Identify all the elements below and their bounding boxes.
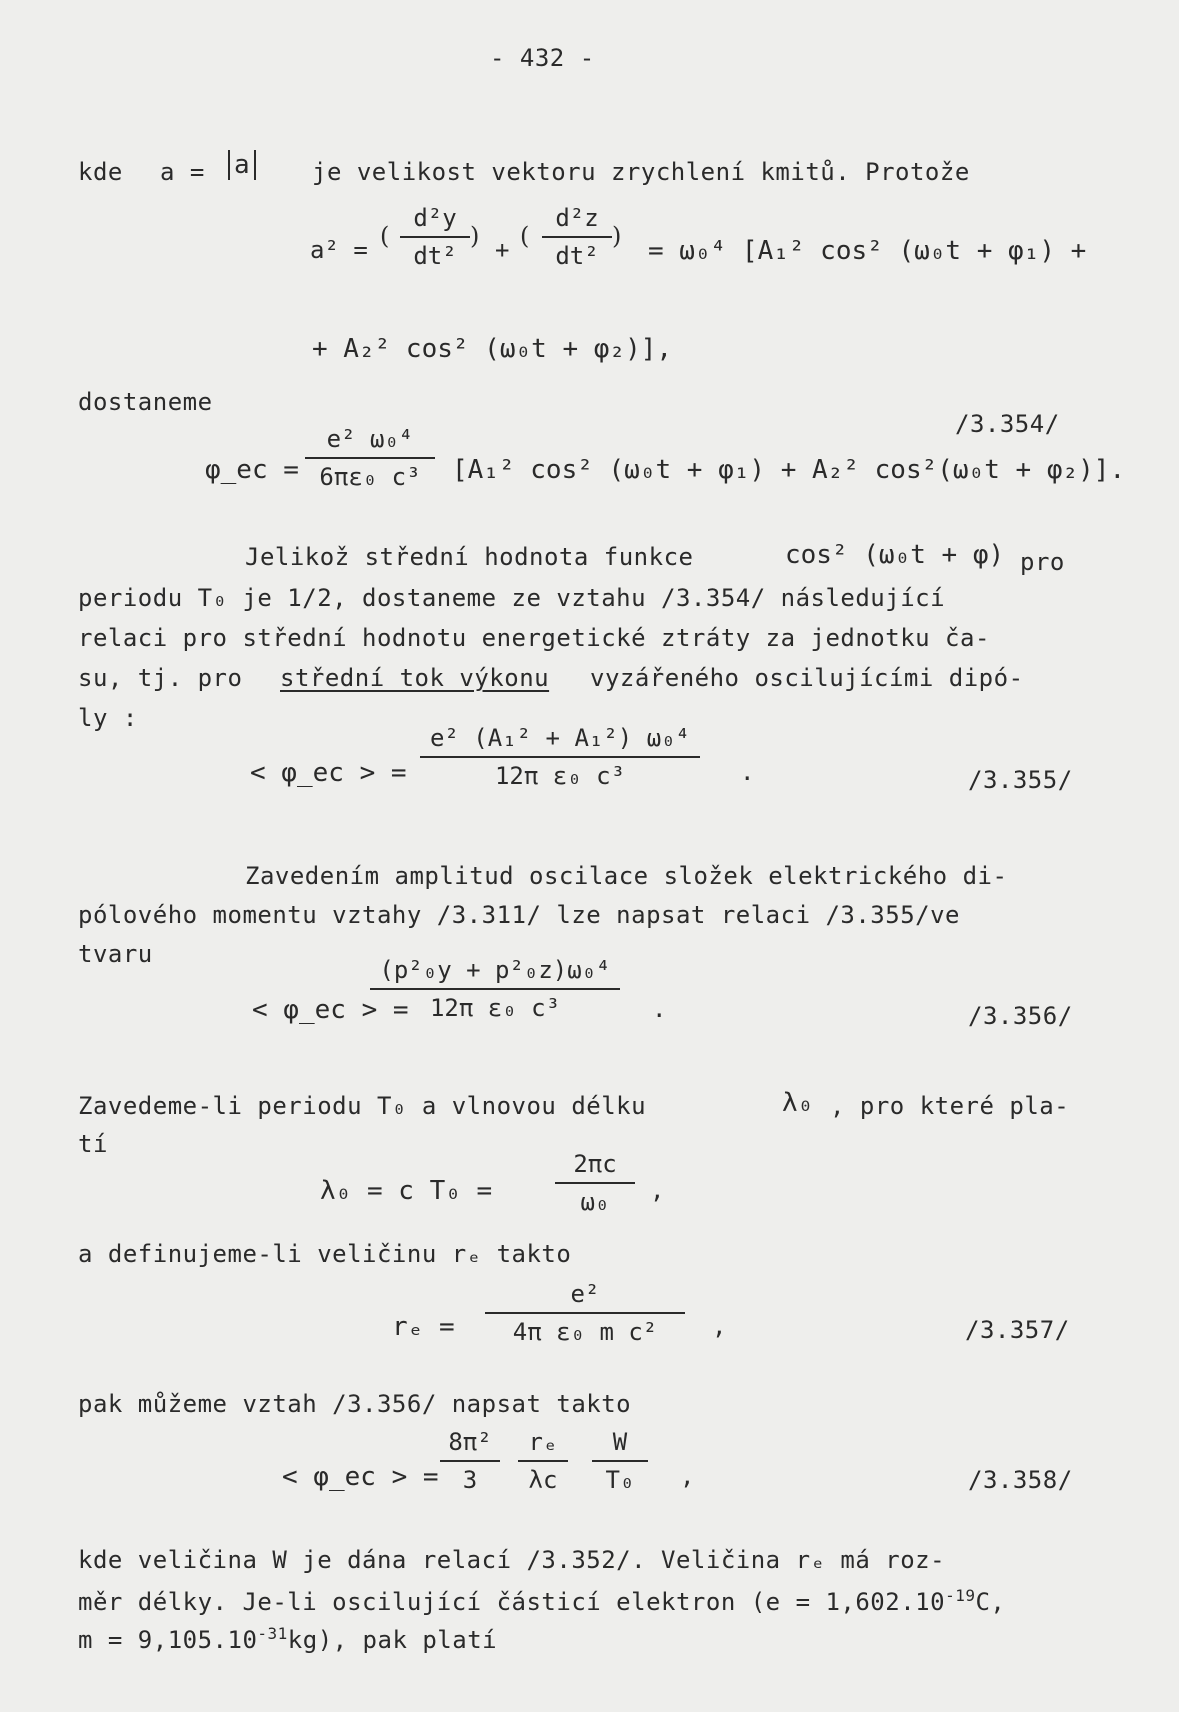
plus-sign: +	[495, 236, 510, 264]
eq-lambda-lhs: λ₀ = c T₀ =	[320, 1176, 493, 1206]
eq-a2-rhs: = ω₀⁴ [A₁² cos² (ω₀t + φ₁) +	[648, 236, 1087, 266]
eq-3354-rhs: [A₁² cos² (ω₀t + φ₁) + A₂² cos²(ω₀t + φ₂)].	[452, 455, 1126, 485]
para1-line1: Jelikož střední hodnota funkce	[245, 543, 694, 571]
para3-line2: tí	[78, 1130, 108, 1158]
cos-expression: cos² (ω₀t + φ)	[785, 540, 1005, 570]
eq-3355-lhs: < φ_ec > =	[250, 758, 407, 788]
fraction-2pic-omega: 2πc ω₀	[555, 1150, 635, 1216]
eq-3355-dot: .	[740, 758, 755, 786]
eq-3358-lhs: < φ_ec > =	[282, 1462, 439, 1492]
eq-3357-end: ,	[712, 1312, 727, 1340]
fraction-3358-c: W T₀	[592, 1428, 648, 1494]
para4-line: a definujeme-li veličinu rₑ takto	[78, 1240, 572, 1268]
para1-line3: relaci pro střední hodnotu energetické ztráty za jednotku ča-	[78, 624, 990, 652]
paren-open-1: (	[380, 222, 390, 250]
eq-3356-dot: .	[652, 995, 667, 1023]
fraction-d2z-dt2: d²z dt²	[542, 204, 612, 270]
text-kde: kde	[78, 158, 123, 186]
eq-label-3357: /3.357/	[965, 1316, 1070, 1344]
eq-3354-lhs: φ_ec =	[205, 455, 299, 485]
paren-open-2: (	[520, 222, 530, 250]
eq-3358-end: ,	[680, 1462, 695, 1490]
fraction-3358-a: 8π² 3	[440, 1428, 500, 1494]
para1-line2: periodu T₀ je 1/2, dostaneme ze vztahu /3.354/ následující	[78, 584, 946, 612]
fraction-3358-b: rₑ λc	[518, 1428, 568, 1494]
para1-line4c: vyzářeného oscilujícími dipó-	[590, 664, 1024, 692]
para3-line1b: , pro které pla-	[830, 1092, 1070, 1120]
lambda-symbol: λ₀	[782, 1088, 814, 1118]
para6-line3: $m = 9,105.10^{-31}kg$), pak platí	[78, 1624, 498, 1654]
para1-line1-end: pro	[1020, 548, 1065, 576]
eq-a2-lhs: a² =	[310, 236, 368, 264]
eq-label-3355: /3.355/	[968, 766, 1073, 794]
fraction-3357: e² 4π ε₀ m c²	[485, 1280, 685, 1346]
paren-close-2: )	[612, 222, 622, 250]
text-a-equals: a =	[160, 158, 205, 186]
fraction-3356: (p²₀y + p²₀z)ω₀⁴ 12π ε₀ c³	[370, 956, 620, 1022]
para6-line1: kde veličina W je dána relací /3.352/. Veličina rₑ má roz-	[78, 1546, 946, 1574]
text-velikost: je velikost vektoru zrychlení kmitů. Protože	[312, 158, 970, 186]
para6-line2: měr délky. Je-li oscilující částicí elektron ($e = 1,602.10^{-19}C$,	[78, 1586, 1006, 1616]
para2-line3: tvaru	[78, 940, 153, 968]
page-number: - 432 -	[490, 44, 595, 72]
para1-line4a: su, tj. pro	[78, 664, 243, 692]
eq-a2-continuation: + A₂² cos² (ω₀t + φ₂)],	[312, 334, 673, 364]
vector-a-magnitude: a	[228, 150, 256, 180]
para5-line: pak můžeme vztah /3.356/ napsat takto	[78, 1390, 632, 1418]
eq-label-3356: /3.356/	[968, 1002, 1073, 1030]
fraction-3355: e² (A₁² + A₁²) ω₀⁴ 12π ε₀ c³	[420, 724, 700, 790]
text-dostaneme: dostaneme	[78, 388, 213, 416]
paren-close-1: )	[470, 222, 480, 250]
eq-label-3354: /3.354/	[955, 410, 1060, 438]
para2-line1: Zavedením amplitud oscilace složek elektrického di-	[245, 862, 1008, 890]
eq-3356-lhs: < φ_ec > =	[252, 995, 409, 1025]
para2-line2: pólového momentu vztahy /3.311/ lze napsat relaci /3.355/ve	[78, 901, 961, 929]
eq-3357-lhs: rₑ =	[392, 1312, 455, 1342]
eq-lambda-end: ,	[650, 1176, 665, 1204]
para1-line5: ly :	[78, 704, 138, 732]
fraction-3354: e² ω₀⁴ 6πε₀ c³	[305, 425, 435, 491]
para1-line4-underlined: střední tok výkonu	[280, 664, 550, 692]
fraction-d2y-dt2: d²y dt²	[400, 204, 470, 270]
para3-line1a: Zavedeme-li periodu T₀ a vlnovou délku	[78, 1092, 647, 1120]
eq-label-3358: /3.358/	[968, 1466, 1073, 1494]
